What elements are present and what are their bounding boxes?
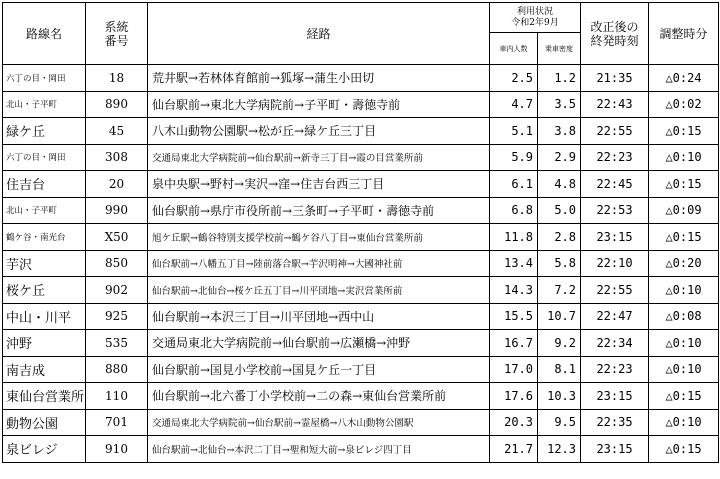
adjustment-minutes: △0:15 [649, 224, 719, 251]
header-adjust: 調整時分 [649, 3, 719, 65]
route-line-name: 緑ケ丘 [3, 118, 86, 145]
adjustment-minutes: △0:10 [649, 277, 719, 304]
route-path: 泉中央駅→野村→実沢→窪→住吉台西三丁目 [148, 171, 490, 198]
last-departure-time: 22:35 [581, 409, 649, 436]
ride-density: 2.8 [538, 224, 581, 251]
adjustment-minutes: △0:15 [649, 118, 719, 145]
table-row [3, 436, 719, 463]
passenger-count: 15.5 [490, 303, 538, 330]
last-departure-time: 22:10 [581, 250, 649, 277]
last-departure-time: 22:23 [581, 356, 649, 383]
route-path: 荒井駅→若林体育館前→狐塚→蒲生小田切 [148, 65, 490, 92]
table-row [3, 171, 719, 198]
system-number: 990 [86, 197, 148, 224]
system-number: 45 [86, 118, 148, 145]
last-departure-time: 22:23 [581, 144, 649, 171]
ride-density: 5.0 [538, 197, 581, 224]
route-line-name: 六丁の目・岡田 [3, 65, 86, 92]
passenger-count: 6.8 [490, 197, 538, 224]
schedule-table [2, 2, 719, 463]
adjustment-minutes: △0:08 [649, 303, 719, 330]
system-number: 890 [86, 91, 148, 118]
route-path: 仙台駅前→北仙台→本沢二丁目→聖和短大前→泉ビレジ四丁目 [148, 436, 490, 463]
last-departure-time: 22:34 [581, 330, 649, 357]
last-departure-time: 23:15 [581, 383, 649, 410]
system-number: 910 [86, 436, 148, 463]
ride-density: 1.2 [538, 65, 581, 92]
table-row [3, 330, 719, 357]
ride-density: 9.5 [538, 409, 581, 436]
route-path: 交通局東北大学病院前→仙台駅前→広瀬橋→沖野 [148, 330, 490, 357]
ride-density: 10.3 [538, 383, 581, 410]
header-revised: 改正後の 終発時刻 [581, 3, 649, 65]
route-path: 仙台駅前→県庁市役所前→三条町→子平町・壽徳寺前 [148, 197, 490, 224]
last-departure-time: 22:47 [581, 303, 649, 330]
route-line-name: 北山・子平町 [3, 91, 86, 118]
route-line-name: 北山・子平町 [3, 197, 86, 224]
table-row [3, 118, 719, 145]
ride-density: 7.2 [538, 277, 581, 304]
adjustment-minutes: △0:10 [649, 144, 719, 171]
passenger-count: 5.1 [490, 118, 538, 145]
route-path: 仙台駅前→国見小学校前→国見ケ丘一丁目 [148, 356, 490, 383]
adjustment-minutes: △0:15 [649, 383, 719, 410]
passenger-count: 5.9 [490, 144, 538, 171]
system-number: 701 [86, 409, 148, 436]
route-line-name: 中山・川平 [3, 303, 86, 330]
header-route: 経路 [148, 3, 490, 65]
route-line-name: 住吉台 [3, 171, 86, 198]
passenger-count: 20.3 [490, 409, 538, 436]
table-row [3, 224, 719, 251]
route-line-name: 鶴ケ谷・南光台 [3, 224, 86, 251]
system-number: 18 [86, 65, 148, 92]
ride-density: 4.8 [538, 171, 581, 198]
header-density: 乗車密度 [538, 33, 581, 65]
passenger-count: 21.7 [490, 436, 538, 463]
route-line-name: 桜ケ丘 [3, 277, 86, 304]
system-number: 308 [86, 144, 148, 171]
system-number: 925 [86, 303, 148, 330]
last-departure-time: 22:55 [581, 118, 649, 145]
last-departure-time: 22:55 [581, 277, 649, 304]
system-number: X50 [86, 224, 148, 251]
table-row [3, 65, 719, 92]
passenger-count: 17.6 [490, 383, 538, 410]
passenger-count: 16.7 [490, 330, 538, 357]
table-row [3, 197, 719, 224]
adjustment-minutes: △0:10 [649, 330, 719, 357]
ride-density: 2.9 [538, 144, 581, 171]
adjustment-minutes: △0:15 [649, 171, 719, 198]
passenger-count: 13.4 [490, 250, 538, 277]
table-row [3, 409, 719, 436]
last-departure-time: 23:15 [581, 224, 649, 251]
adjustment-minutes: △0:20 [649, 250, 719, 277]
adjustment-minutes: △0:10 [649, 409, 719, 436]
route-line-name: 南吉成 [3, 356, 86, 383]
last-departure-time: 21:35 [581, 65, 649, 92]
ride-density: 8.1 [538, 356, 581, 383]
route-line-name: 泉ビレジ [3, 436, 86, 463]
ride-density: 5.8 [538, 250, 581, 277]
system-number: 880 [86, 356, 148, 383]
route-path: 仙台駅前→北六番丁小学校前→二の森→東仙台営業所前 [148, 383, 490, 410]
table-row [3, 303, 719, 330]
last-departure-time: 22:43 [581, 91, 649, 118]
system-number: 902 [86, 277, 148, 304]
route-path: 八木山動物公園駅→松が丘→緑ケ丘三丁目 [148, 118, 490, 145]
adjustment-minutes: △0:24 [649, 65, 719, 92]
system-number: 20 [86, 171, 148, 198]
adjustment-minutes: △0:09 [649, 197, 719, 224]
system-number: 110 [86, 383, 148, 410]
system-number: 850 [86, 250, 148, 277]
ride-density: 9.2 [538, 330, 581, 357]
ride-density: 3.8 [538, 118, 581, 145]
route-path: 仙台駅前→八幡五丁目→陸前落合駅→芋沢明神→大國神社前 [148, 250, 490, 277]
adjustment-minutes: △0:10 [649, 356, 719, 383]
passenger-count: 11.8 [490, 224, 538, 251]
adjustment-minutes: △0:02 [649, 91, 719, 118]
last-departure-time: 23:15 [581, 436, 649, 463]
header-passengers: 車内人数 [490, 33, 538, 65]
table-row [3, 383, 719, 410]
table-row [3, 250, 719, 277]
header-usage: 利用状況 令和2年9月 [490, 3, 581, 33]
header-system: 系統 番号 [86, 3, 148, 65]
route-path: 仙台駅前→北仙台→桜ケ丘五丁目→川平団地→実沢営業所前 [148, 277, 490, 304]
route-line-name: 芋沢 [3, 250, 86, 277]
system-number: 535 [86, 330, 148, 357]
passenger-count: 6.1 [490, 171, 538, 198]
route-path: 仙台駅前→本沢三丁目→川平団地→西中山 [148, 303, 490, 330]
route-line-name: 東仙台営業所 [3, 383, 86, 410]
passenger-count: 17.0 [490, 356, 538, 383]
adjustment-minutes: △0:15 [649, 436, 719, 463]
route-path: 交通局東北大学病院前→仙台駅前→新寺三丁目→霞の目営業所前 [148, 144, 490, 171]
table-row [3, 356, 719, 383]
ride-density: 10.7 [538, 303, 581, 330]
route-line-name: 沖野 [3, 330, 86, 357]
route-line-name: 六丁の目・岡田 [3, 144, 86, 171]
passenger-count: 14.3 [490, 277, 538, 304]
table-row [3, 277, 719, 304]
route-path: 交通局東北大学病院前→仙台駅前→霊屋橋→八木山動物公園駅 [148, 409, 490, 436]
header-line: 路線名 [3, 3, 86, 65]
ride-density: 3.5 [538, 91, 581, 118]
route-path: 旭ケ丘駅→鶴谷特別支援学校前→鶴ケ谷八丁目→東仙台営業所前 [148, 224, 490, 251]
passenger-count: 4.7 [490, 91, 538, 118]
table-row [3, 144, 719, 171]
passenger-count: 2.5 [490, 65, 538, 92]
last-departure-time: 22:53 [581, 197, 649, 224]
last-departure-time: 22:45 [581, 171, 649, 198]
route-path: 仙台駅前→東北大学病院前→子平町・壽徳寺前 [148, 91, 490, 118]
table-row [3, 91, 719, 118]
route-line-name: 動物公園 [3, 409, 86, 436]
ride-density: 12.3 [538, 436, 581, 463]
